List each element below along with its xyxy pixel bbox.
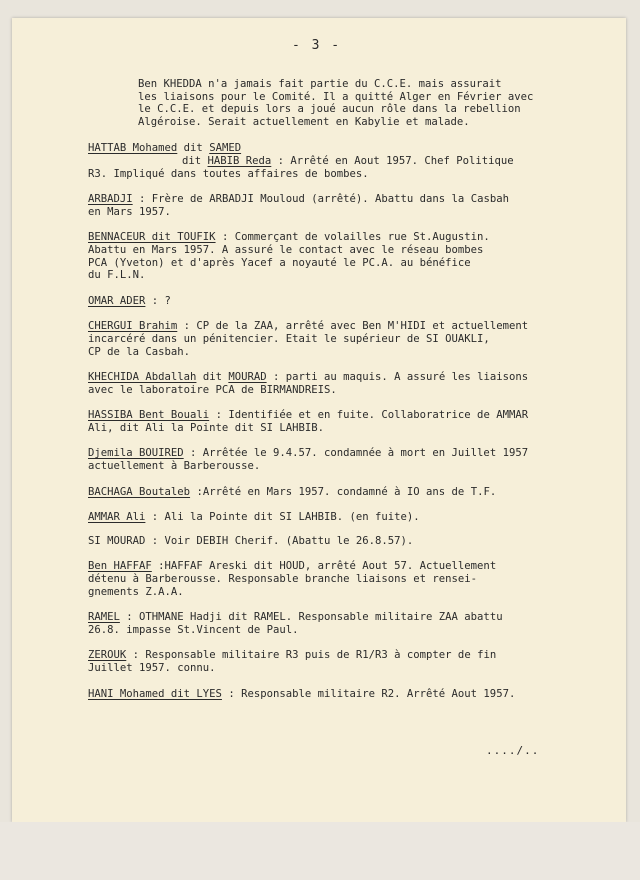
continuation-mark: ..../.. [486,744,540,757]
entry-name: OMAR ADER [88,294,146,307]
entry-bachaga: BACHAGA Boutaleb :Arrêté en Mars 1957. condamné à IO ans de T.F. [88,485,497,498]
entry-name: BACHAGA Boutaleb [88,485,191,498]
text-line: les liaisons pour le Comité. Il a quitté Alger en Février avec [138,90,534,103]
entry-alias: HABIB Reda [207,154,272,167]
scan-margin [0,822,640,880]
entry-name: HATTAB Mohamed [88,142,178,155]
entry-si-mourad: SI MOURAD : Voir DEBIH Cherif. (Abattu le 26.8.57). [88,534,414,547]
entry-hassiba: HASSIBA Bent Bouali : Identifiée et en fuite. Collaboratrice de AMMAR Ali, dit Ali la Pointe dit SI LAHBIB. [88,409,529,434]
entry-alias: SAMED [209,142,242,155]
entry-ben-haffaf: Ben HAFFAF :HAFFAF Areski dit HOUD, arrêté Aout 57. Actuellement détenu à Barberousse. Responsable branche liaisons et rensei- gnements Z.A.A. [88,560,497,598]
entry-name: KHECHIDA Abdallah [88,371,197,384]
page-number: - 3 - [292,38,342,53]
entry-khechida: KHECHIDA Abdallah dit MOURAD : parti au maquis. A assuré les liaisons avec le laboratoire PCA de BIRMANDREIS. [88,371,529,396]
entry-name: CHERGUI Brahim [88,320,178,333]
entry-name: BENNACEUR dit TOUFIK [88,231,216,244]
entry-omar-ader: OMAR ADER : ? [88,294,171,307]
entry-name: AMMAR Ali [88,511,146,524]
entry-name: HASSIBA Bent Bouali [88,409,210,422]
document-body [88,78,608,713]
entry-alias: MOURAD [228,371,267,384]
entry-name: ZEROUK [88,649,127,662]
entry-bennaceur: BENNACEUR dit TOUFIK : Commerçant de volailles rue St.Augustin. Abattu en Mars 1957. A assuré le contact avec le réseau bombes PCA (Yveton) et d'après Yacef a noyauté le PC.A. au bénéfice du F.L.N. [88,231,490,282]
entry-name: RAMEL [88,611,120,624]
entry-ammar-ali: AMMAR Ali : Ali la Pointe dit SI LAHBIB. (en fuite). [88,511,420,524]
entry-bouired: Djemila BOUIRED : Arrêtée le 9.4.57. condamnée à mort en Juillet 1957 actuellement à Barberousse. [88,447,529,473]
text-line: le C.C.E. et depuis lors a joué aucun rôle dans la rebellion [138,103,521,116]
entry-hattab: HATTAB Mohamed dit SAMED dit HABIB Reda : Arrêté en Aout 1957. Chef Politique R3. Impliqué dans toutes affaires de bombes. [88,142,514,180]
entry-zerouk: ZEROUK : Responsable militaire R3 puis de R1/R3 à compter de fin Juillet 1957. connu. [88,649,497,674]
entry-name: HANI Mohamed dit LYES [88,687,222,700]
text-line: Algéroise. Serait actuellement en Kabylie et malade. [138,115,470,128]
entry-chergui: CHERGUI Brahim : CP de la ZAA, arrêté avec Ben M'HIDI et actuellement incarcéré dans un pénitencier. Etait le supérieur de SI OUAKLI, CP de la Casbah. [88,320,529,358]
text-line: Ben KHEDDA n'a jamais fait partie du C.C.E. mais assurait [138,78,502,90]
entry-name: Djemila BOUIRED [88,447,184,460]
entry-arbadji: ARBADJI : Frère de ARBADJI Mouloud (arrêté). Abattu dans la Casbah en Mars 1957. [88,193,509,218]
entry-hani: HANI Mohamed dit LYES : Responsable militaire R2. Arrêté Aout 1957. [88,687,516,700]
entry-ramel: RAMEL : OTHMANE Hadji dit RAMEL. Responsable militaire ZAA abattu 26.8. impasse St.Vincent de Paul. [88,611,503,636]
entry-name: ARBADJI [88,193,133,206]
intro-paragraph [88,78,608,128]
entry-name: Ben HAFFAF [88,560,152,573]
